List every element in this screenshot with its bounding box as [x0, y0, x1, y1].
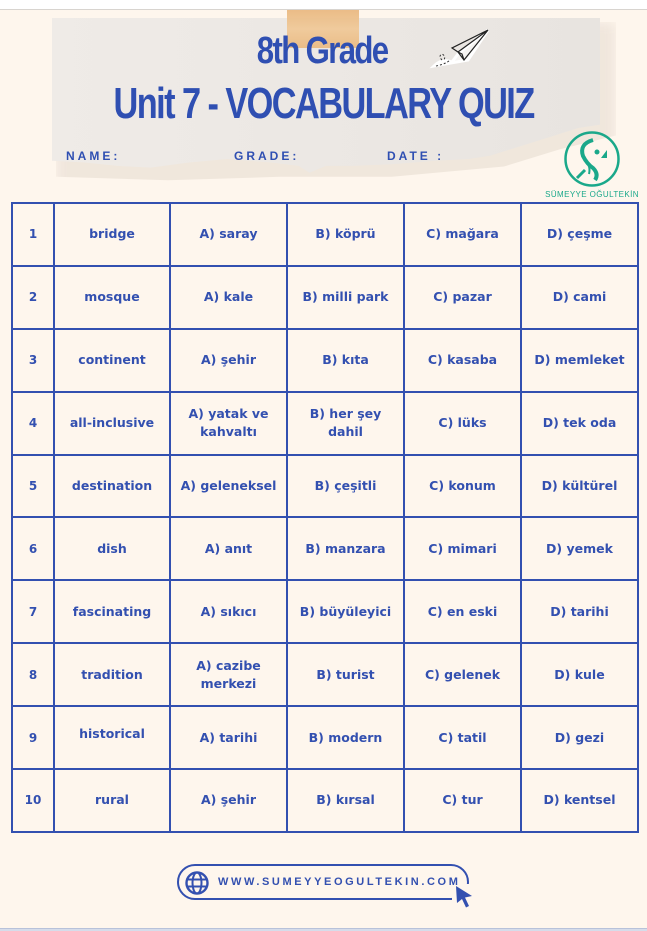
logo-icon	[563, 130, 621, 188]
logo-text: SÜMEYYE OĞULTEKİN	[545, 190, 639, 199]
option-d[interactable]: D) kule	[521, 643, 638, 706]
option-c[interactable]: C) en eski	[404, 580, 521, 643]
title-quiz: Unit 7 - VOCABULARY QUIZ	[113, 79, 534, 128]
option-c[interactable]: C) pazar	[404, 266, 521, 329]
name-field-label: NAME:	[66, 149, 121, 163]
table-row	[12, 580, 638, 643]
globe-icon	[184, 870, 210, 896]
quiz-table	[11, 202, 639, 833]
option-d[interactable]: D) çeşme	[521, 203, 638, 266]
table-row	[12, 517, 638, 580]
option-b[interactable]: B) büyüleyici	[287, 580, 404, 643]
vocabulary-word: mosque	[54, 266, 170, 329]
option-b[interactable]: B) her şey dahil	[287, 392, 404, 455]
option-c[interactable]: C) tur	[404, 769, 521, 832]
vocabulary-word: historical	[54, 706, 170, 769]
table-row	[12, 455, 638, 518]
paper-plane-icon	[428, 26, 492, 74]
vocabulary-word: bridge	[54, 203, 170, 266]
option-a[interactable]: A) şehir	[170, 769, 287, 832]
option-c[interactable]: C) mimari	[404, 517, 521, 580]
table-row	[12, 392, 638, 455]
option-a[interactable]: A) cazibe merkezi	[170, 643, 287, 706]
option-d[interactable]: D) kentsel	[521, 769, 638, 832]
option-b[interactable]: B) köprü	[287, 203, 404, 266]
question-number: 10	[12, 769, 54, 832]
option-b[interactable]: B) modern	[287, 706, 404, 769]
title-grade: 8th Grade	[256, 30, 388, 72]
top-edge	[0, 0, 647, 10]
option-b[interactable]: B) turist	[287, 643, 404, 706]
question-number: 9	[12, 706, 54, 769]
option-a[interactable]: A) şehir	[170, 329, 287, 392]
option-c[interactable]: C) lüks	[404, 392, 521, 455]
question-number: 2	[12, 266, 54, 329]
vocabulary-word: fascinating	[54, 580, 170, 643]
option-c[interactable]: C) konum	[404, 455, 521, 518]
vocabulary-word: continent	[54, 329, 170, 392]
option-a[interactable]: A) saray	[170, 203, 287, 266]
option-c[interactable]: C) kasaba	[404, 329, 521, 392]
option-c[interactable]: C) tatil	[404, 706, 521, 769]
option-b[interactable]: B) kıta	[287, 329, 404, 392]
option-c[interactable]: C) gelenek	[404, 643, 521, 706]
question-number: 7	[12, 580, 54, 643]
table-row	[12, 203, 638, 266]
option-d[interactable]: D) memleket	[521, 329, 638, 392]
option-b[interactable]: B) milli park	[287, 266, 404, 329]
website-link[interactable]: WWW.SUMEYYEOGULTEKIN.COM	[218, 876, 461, 888]
option-a[interactable]: A) geleneksel	[170, 455, 287, 518]
table-row	[12, 329, 638, 392]
option-a[interactable]: A) kale	[170, 266, 287, 329]
vocabulary-word: dish	[54, 517, 170, 580]
vocabulary-word: destination	[54, 455, 170, 518]
table-row	[12, 769, 638, 832]
option-d[interactable]: D) yemek	[521, 517, 638, 580]
option-b[interactable]: B) çeşitli	[287, 455, 404, 518]
option-d[interactable]: D) cami	[521, 266, 638, 329]
question-number: 1	[12, 203, 54, 266]
option-b[interactable]: B) manzara	[287, 517, 404, 580]
table-row	[12, 643, 638, 706]
option-d[interactable]: D) tarihi	[521, 580, 638, 643]
question-number: 3	[12, 329, 54, 392]
question-number: 6	[12, 517, 54, 580]
question-number: 8	[12, 643, 54, 706]
question-number: 4	[12, 392, 54, 455]
option-c[interactable]: C) mağara	[404, 203, 521, 266]
vocabulary-word: all-inclusive	[54, 392, 170, 455]
option-d[interactable]: D) kültürel	[521, 455, 638, 518]
table-row	[12, 706, 638, 769]
option-b[interactable]: B) kırsal	[287, 769, 404, 832]
grade-field-label: GRADE:	[234, 149, 300, 163]
option-a[interactable]: A) tarihi	[170, 706, 287, 769]
date-field-label: DATE :	[387, 149, 445, 163]
option-a[interactable]: A) anıt	[170, 517, 287, 580]
vocabulary-word: tradition	[54, 643, 170, 706]
option-d[interactable]: D) tek oda	[521, 392, 638, 455]
cursor-icon	[454, 884, 476, 910]
table-row	[12, 266, 638, 329]
vocabulary-word: rural	[54, 769, 170, 832]
option-d[interactable]: D) gezi	[521, 706, 638, 769]
option-a[interactable]: A) yatak ve kahvaltı	[170, 392, 287, 455]
question-number: 5	[12, 455, 54, 518]
option-a[interactable]: A) sıkıcı	[170, 580, 287, 643]
